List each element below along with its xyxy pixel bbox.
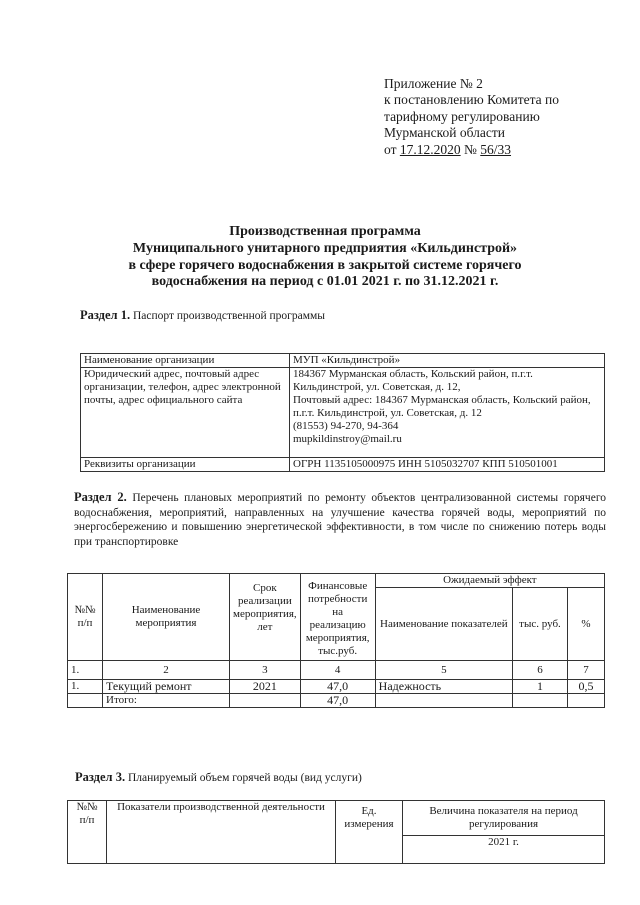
header-num: №№ п/п: [68, 801, 107, 864]
section3-text: Планируемый объем горячей воды (вид услуги): [127, 772, 362, 784]
section1-heading: [80, 308, 325, 323]
table-row: [68, 661, 605, 680]
row-percent: 0,5: [568, 680, 605, 694]
document-title: [90, 224, 560, 291]
measures-table: [67, 573, 605, 708]
appendix-line-3: тарифному регулированию: [384, 108, 540, 124]
total-empty: [68, 694, 103, 708]
header-term: Срок реализации мероприятия, лет: [230, 574, 301, 661]
appendix-line-4: Мурманской области: [384, 125, 505, 141]
row-num: 1.: [68, 680, 103, 694]
total-empty: [375, 694, 512, 708]
title-line-2: Муниципального унитарного предприятия «Кильдинстрой»: [132, 240, 518, 256]
table-row: [81, 354, 605, 368]
header-indicator: Наименование показателей: [375, 588, 512, 661]
passport-value-cell: [290, 368, 605, 458]
col-number-cell: 7: [568, 661, 605, 680]
table-row: [81, 368, 605, 458]
header-indicator: Показатели производственной деятельности: [107, 801, 336, 864]
passport-table: [80, 353, 605, 472]
col-number-cell: 1.: [68, 661, 103, 680]
table-row: [68, 574, 605, 588]
row-thousand: 1: [513, 680, 568, 694]
table-row: [81, 458, 605, 472]
header-finance: Финансовые потребности на реализацию мероприятия, тыс.руб.: [300, 574, 375, 661]
section3-heading: [75, 770, 362, 785]
table-row: [68, 801, 605, 836]
appendix-number: 56/33: [480, 141, 512, 157]
legal-address: 184367 Мурманская область, Кольский район, п.г.т. Кильдинстрой, ул. Советская, д. 12,: [293, 368, 533, 393]
table-row: [68, 694, 605, 708]
appendix-from: от: [384, 141, 397, 157]
appendix-line-5: [384, 142, 559, 158]
phone: (81553) 94-270, 94-364: [293, 420, 399, 432]
passport-name-cell: Реквизиты организации: [81, 458, 290, 472]
row-finance: 47,0: [300, 680, 375, 694]
header-unit: Ед. измерения: [336, 801, 403, 864]
row-name: Текущий ремонт: [103, 680, 230, 694]
total-label: Итого:: [103, 694, 230, 708]
total-empty: [513, 694, 568, 708]
passport-name-cell: Юридический адрес, почтовый адрес организации, телефон, адрес электронной почты, адрес официального сайта: [81, 368, 290, 458]
total-empty: [568, 694, 605, 708]
postal-address: Почтовый адрес: 184367 Мурманская область, Кольский район, п.г.т. Кильдинстрой, ул. Советская, д. 12: [293, 394, 591, 419]
table-row: [68, 680, 605, 694]
passport-name-cell: Наименование организации: [81, 354, 290, 368]
appendix-line-2: к постановлению Комитета по: [384, 92, 559, 108]
total-empty: [230, 694, 301, 708]
volume-table: [67, 800, 605, 864]
row-indicator: Надежность: [375, 680, 512, 694]
passport-value-cell: МУП «Кильдинстрой»: [290, 354, 605, 368]
section2-text: Перечень плановых мероприятий по ремонту объектов централизованной системы горячего водоснабжения, мероприятий, направленных на улучшение качества горячей воды, мероприятий по энергосбережению и повышению энергетической эффективности, в том числе по снижению потерь воды при транспортировке: [74, 492, 606, 549]
header-effect: Ожидаемый эффект: [375, 574, 604, 588]
col-number-cell: 6: [513, 661, 568, 680]
section2-heading: [74, 490, 606, 550]
passport-value-cell: ОГРН 1135105000975 ИНН 5105032707 КПП 510501001: [290, 458, 605, 472]
header-thousand: тыс. руб.: [513, 588, 568, 661]
section1-label: Раздел 1.: [80, 308, 131, 322]
section1-text: Паспорт производственной программы: [132, 310, 326, 322]
title-line-3: в сфере горячего водоснабжения в закрытой системе горячего: [128, 257, 522, 273]
appendix-num-label: №: [463, 141, 477, 157]
col-number-cell: 4: [300, 661, 375, 680]
header-num: №№ п/п: [68, 574, 103, 661]
row-term: 2021: [230, 680, 301, 694]
header-value: Величина показателя на период регулирования: [403, 801, 605, 836]
col-number-cell: 3: [230, 661, 301, 680]
section2-label: Раздел 2.: [74, 490, 127, 504]
title-line-1: Производственная программа: [229, 224, 421, 239]
appendix-line-1: Приложение № 2: [384, 76, 483, 91]
col-number-cell: 2: [103, 661, 230, 680]
header-name: Наименование мероприятия: [103, 574, 230, 661]
email: mupkildinstroy@mail.ru: [293, 433, 402, 445]
header-percent: %: [568, 588, 605, 661]
total-value: 47,0: [300, 694, 375, 708]
appendix-date: 17.12.2020: [399, 141, 461, 157]
col-number-cell: 5: [375, 661, 512, 680]
appendix-block: [384, 76, 559, 158]
section3-label: Раздел 3.: [75, 770, 126, 784]
title-line-4: водоснабжения на период с 01.01 2021 г. по 31.12.2021 г.: [151, 274, 499, 290]
header-year: 2021 г.: [403, 836, 605, 864]
